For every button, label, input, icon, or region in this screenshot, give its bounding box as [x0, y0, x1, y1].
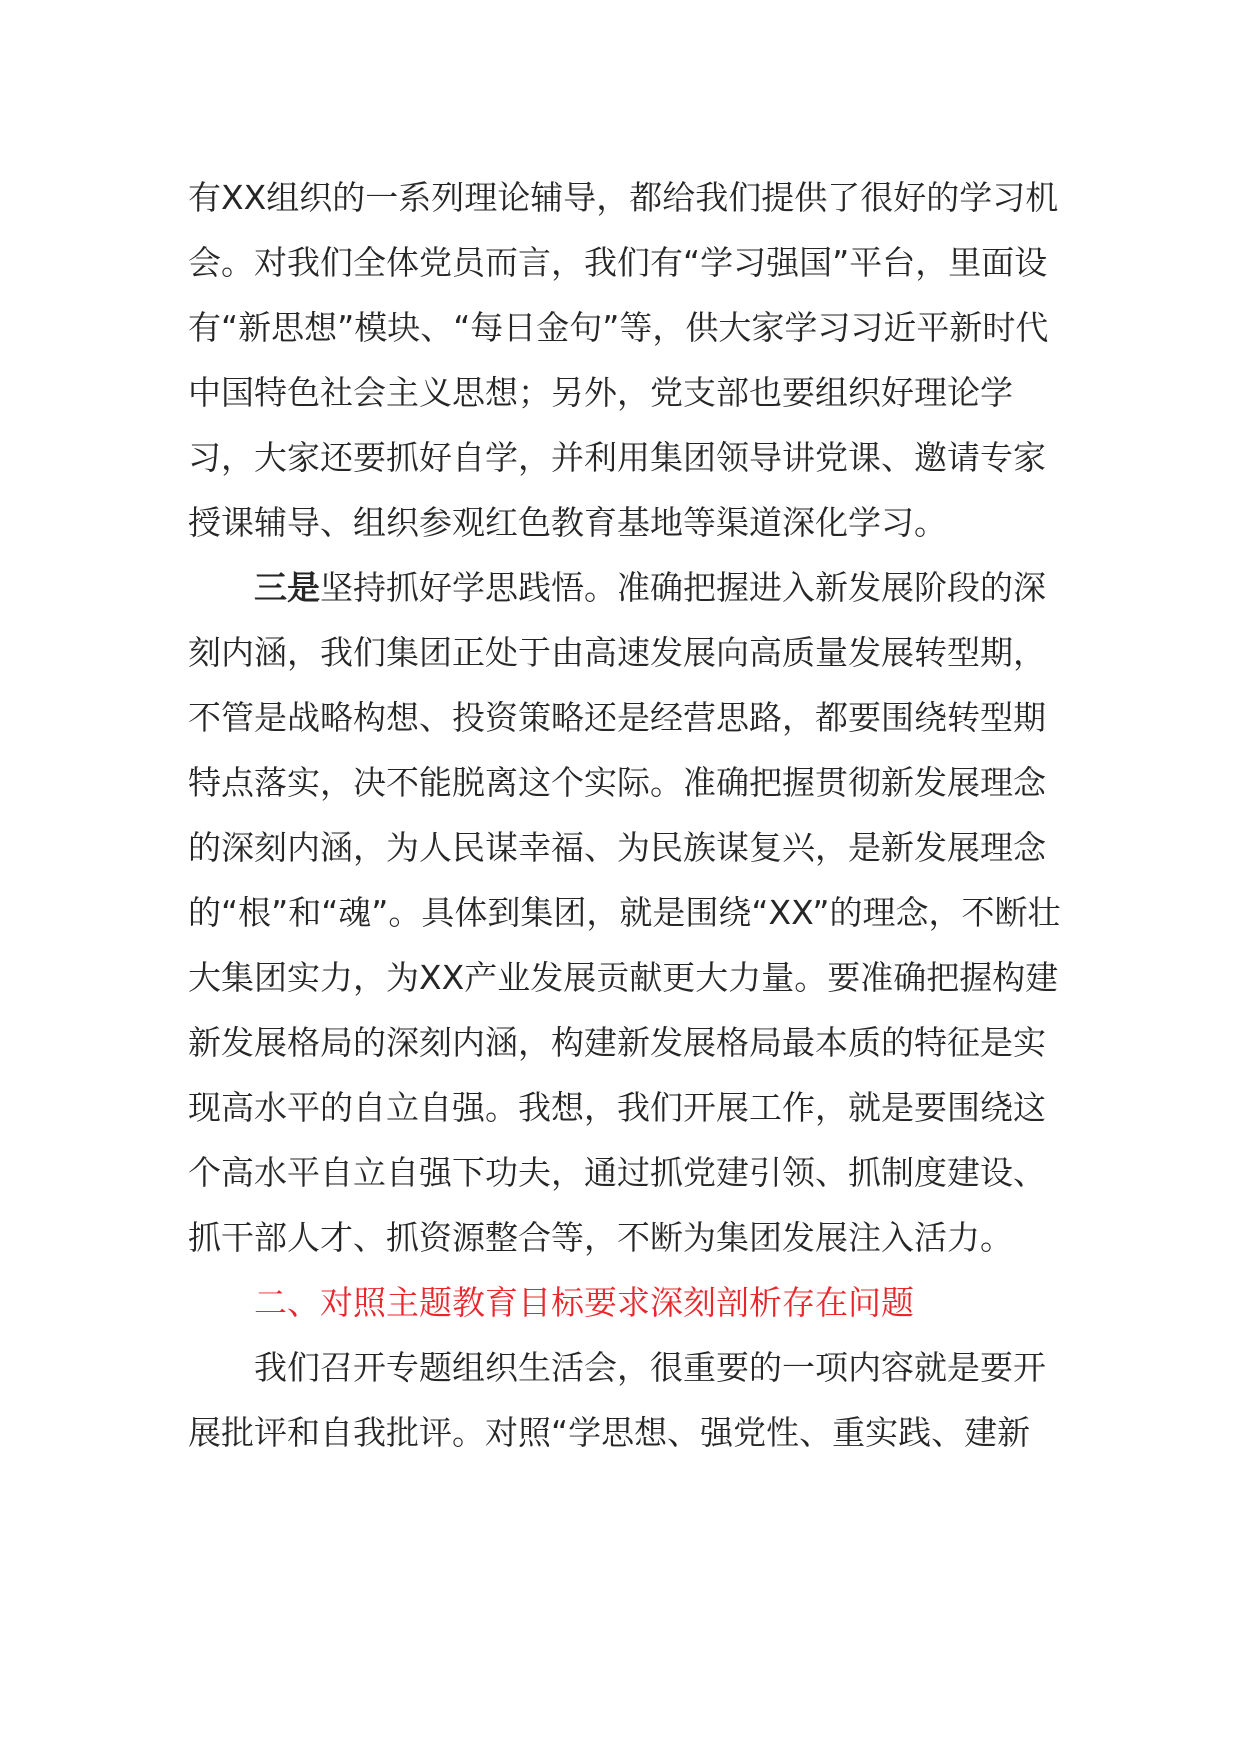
paragraph-section-intro: 我们召开专题组织生活会，很重要的一项内容就是要开展批评和自我批评。对照“学思想、强党性、重实践、建新 — [188, 1348, 1046, 1452]
section-heading: 二、对照主题教育目标要求深刻剖析存在问题 — [254, 1283, 914, 1322]
document-body — [188, 165, 1068, 1465]
paragraph-lead-label: 三是 — [254, 568, 320, 607]
paragraph-body-text: 坚持抓好学思践悟。准确把握进入新发展阶段的深刻内涵，我们集团正处于由高速发展向高质量发展转型期，不管是战略构想、投资策略还是经营思路，都要围绕转型期特点落实，决不能脱离这个实际。准确把握贯彻新发展理念的深刻内涵，为人民谋幸福、为民族谋复兴，是新发展理念的“根”和“魂”。具体到集团，就是围绕“XX”的理念，不断壮大集团实力，为XX产业发展贡献更大力量。要准确把握构建新发展格局的深刻内涵，构建新发展格局最本质的特征是实现高水平的自立自强。我想，我们开展工作，就是要围绕这个高水平自立自强下功夫，通过抓党建引领、抓制度建设、抓干部人才、抓资源整合等，不断为集团发展注入活力。 — [188, 568, 1061, 1257]
paragraph-continuation: 有XX组织的一系列理论辅导，都给我们提供了很好的学习机会。对我们全体党员而言，我们有“学习强国”平台，里面设有“新思想”模块、“每日金句”等，供大家学习习近平新时代中国特色社会主义思想；另外，党支部也要组织好理论学习，大家还要抓好自学，并利用集团领导讲党课、邀请专家授课辅导、组织参观红色教育基地等渠道深化学习。 — [188, 178, 1059, 542]
paragraph-point-three — [188, 555, 1068, 1270]
